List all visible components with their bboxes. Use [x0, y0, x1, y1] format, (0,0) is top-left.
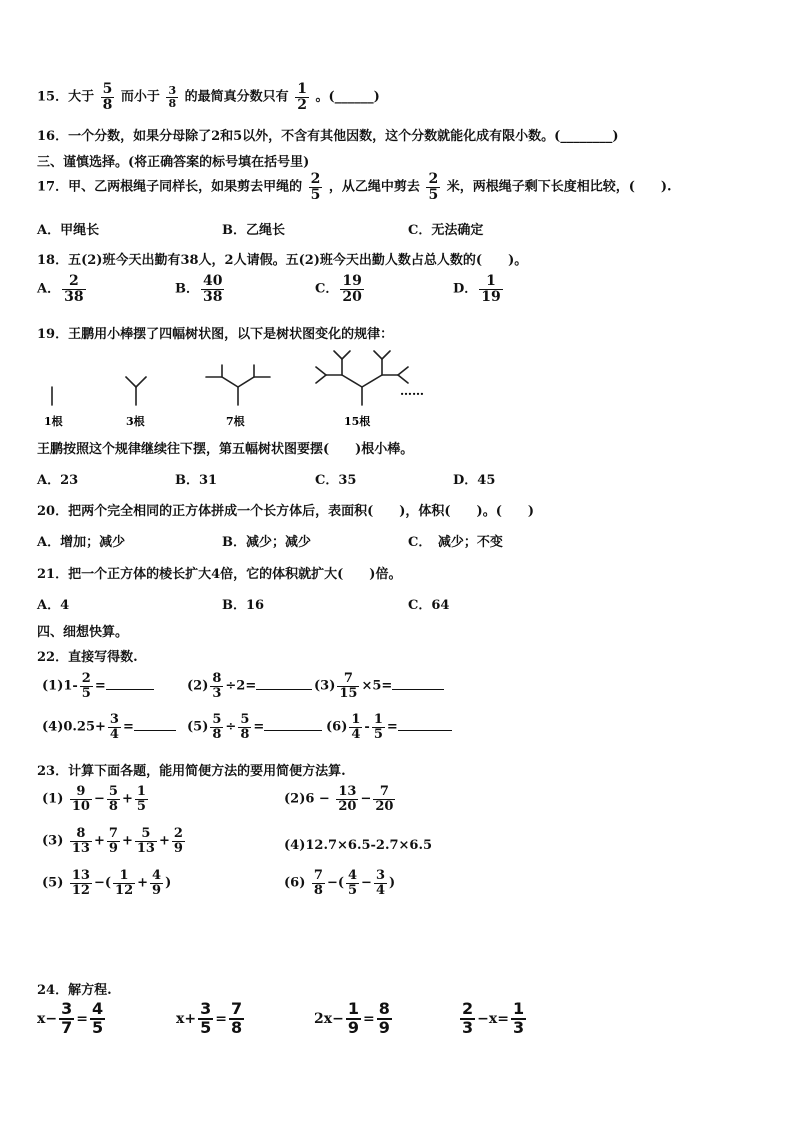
section-heading-3: 三、谨慎选择。(将正确答案的标号填在括号里): [37, 155, 310, 170]
option-18-d: D． $\frac{1}{19}$: [453, 273, 501, 305]
option-19-d: D．45: [453, 473, 496, 488]
question-21: 21．把一个正方体的棱长扩大4倍，它的体积就扩大( )倍。: [37, 567, 402, 582]
tree-diagram: [30, 345, 450, 430]
calc-item-1: (1)1- $\frac{2}{5}$ =: [42, 672, 154, 700]
option-21-a: A．4: [37, 598, 70, 613]
answer-blank[interactable]: [106, 678, 154, 690]
expression-1: (1) $\frac{9}{10}$ − $\frac{5}{8}$ + $\frac{1}{5}$: [42, 784, 146, 814]
question-22-title: 22．直接写得数.: [37, 650, 138, 665]
option-18-c: C． $\frac{19}{20}$: [315, 273, 362, 305]
question-24-title: 24．解方程.: [37, 983, 112, 998]
option-20-c: C． 减少；不变: [408, 535, 503, 550]
expression-5: (5) $\frac{13}{12}$ −( $\frac{1}{12}$ + $\frac{4}{9}$ ): [42, 868, 172, 898]
expression-4: (4)12.7×6.5-2.7×6.5: [284, 838, 433, 853]
fraction: $\frac{1}{2}$: [297, 81, 307, 113]
option-19-b: B．31: [175, 473, 218, 488]
option-20-b: B．减少；减少: [222, 535, 311, 550]
option-21-c: C．64: [408, 598, 450, 613]
calc-item-5: (5) $\frac{5}{8}$ ÷ $\frac{5}{8}$ =: [187, 713, 322, 741]
fraction: $\frac{5}{8}$: [102, 81, 113, 113]
question-19-continued: 王鹏按照这个规律继续往下摆，第五幅树状图要摆( )根小棒。: [37, 442, 414, 457]
tree-label-2: 3根: [126, 415, 145, 428]
question-20: 20．把两个完全相同的正方体拼成一个长方体后，表面积( )，体积( )。( ): [37, 504, 534, 519]
calc-item-6: (6) $\frac{1}{4}$ - $\frac{1}{5}$ =: [326, 713, 452, 741]
ellipsis: ……: [400, 384, 424, 398]
option-17-a: A．甲绳长: [37, 223, 100, 238]
question-17: 17．甲、乙两根绳子同样长，如果剪去甲绳的 $\frac{2}{5}$ ，从乙绳中剪去 $\frac{2}{5}$ 米，两根绳子剩下长度相比较，( ).: [37, 171, 672, 203]
answer-blank[interactable]: [134, 719, 176, 731]
option-19-c: C．35: [315, 473, 357, 488]
question-18: 18．五(2)班今天出勤有38人，2人请假。五(2)班今天出勤人数占总人数的( )。: [37, 253, 528, 268]
option-17-c: C．无法确定: [408, 223, 484, 238]
expression-2: (2)6 − $\frac{13}{20}$ − $\frac{7}{20}$: [284, 784, 394, 814]
fraction: $\frac{3}{8}$: [168, 84, 177, 110]
section-heading-4: 四、细想快算。: [37, 625, 129, 640]
option-21-b: B．16: [222, 598, 265, 613]
tree-label-3: 7根: [226, 415, 245, 428]
question-15: 15．大于 $\frac{5}{8}$ 而小于 $\frac{3}{8}$ 的最简真分数只有 $\frac{1}{2}$ 。(______): [37, 81, 380, 113]
fraction: $\frac{2}{5}$: [428, 171, 439, 203]
equation-3: 2x− $\frac{1}{9}$ = $\frac{8}{9}$: [314, 999, 390, 1037]
equation-4: $\frac{2}{3}$ −x= $\frac{1}{3}$: [462, 999, 525, 1037]
answer-blank[interactable]: [392, 678, 444, 690]
question-16: 16．一个分数，如果分母除了2和5以外，不含有其他因数，这个分数就能化成有限小数。(________): [37, 129, 619, 144]
option-17-b: B．乙绳长: [222, 223, 285, 238]
answer-blank[interactable]: [264, 719, 322, 731]
answer-blank[interactable]: [398, 719, 452, 731]
calc-item-4: (4)0.25+ $\frac{3}{4}$ =: [42, 713, 176, 741]
calc-item-3: (3) $\frac{7}{15}$ ×5=: [314, 672, 444, 700]
fraction: $\frac{2}{5}$: [310, 171, 321, 203]
tree-label-4: 15根: [344, 415, 371, 428]
tree-label-1: 1根: [44, 415, 63, 428]
calc-item-2: (2) $\frac{8}{3}$ ÷2=: [187, 672, 312, 700]
expression-3: (3) $\frac{8}{13}$ + $\frac{7}{9}$ + $\frac{5}{13}$ + $\frac{2}{9}$: [42, 826, 183, 856]
answer-blank[interactable]: [256, 678, 312, 690]
option-18-a: A． $\frac{2}{38}$: [37, 273, 84, 305]
option-19-a: A．23: [37, 473, 79, 488]
equation-2: x+ $\frac{3}{5}$ = $\frac{7}{8}$: [176, 999, 243, 1037]
equation-1: x− $\frac{3}{7}$ = $\frac{4}{5}$: [37, 999, 104, 1037]
option-20-a: A．增加；减少: [37, 535, 126, 550]
question-19: 19．王鹏用小棒摆了四幅树状图，以下是树状图变化的规律：: [37, 327, 394, 342]
expression-6: (6) $\frac{7}{8}$ −( $\frac{4}{5}$ − $\frac{3}{4}$ ): [284, 868, 396, 898]
option-18-b: B． $\frac{40}{38}$: [175, 273, 223, 305]
question-23-title: 23．计算下面各题，能用简便方法的要用简便方法算.: [37, 764, 346, 779]
